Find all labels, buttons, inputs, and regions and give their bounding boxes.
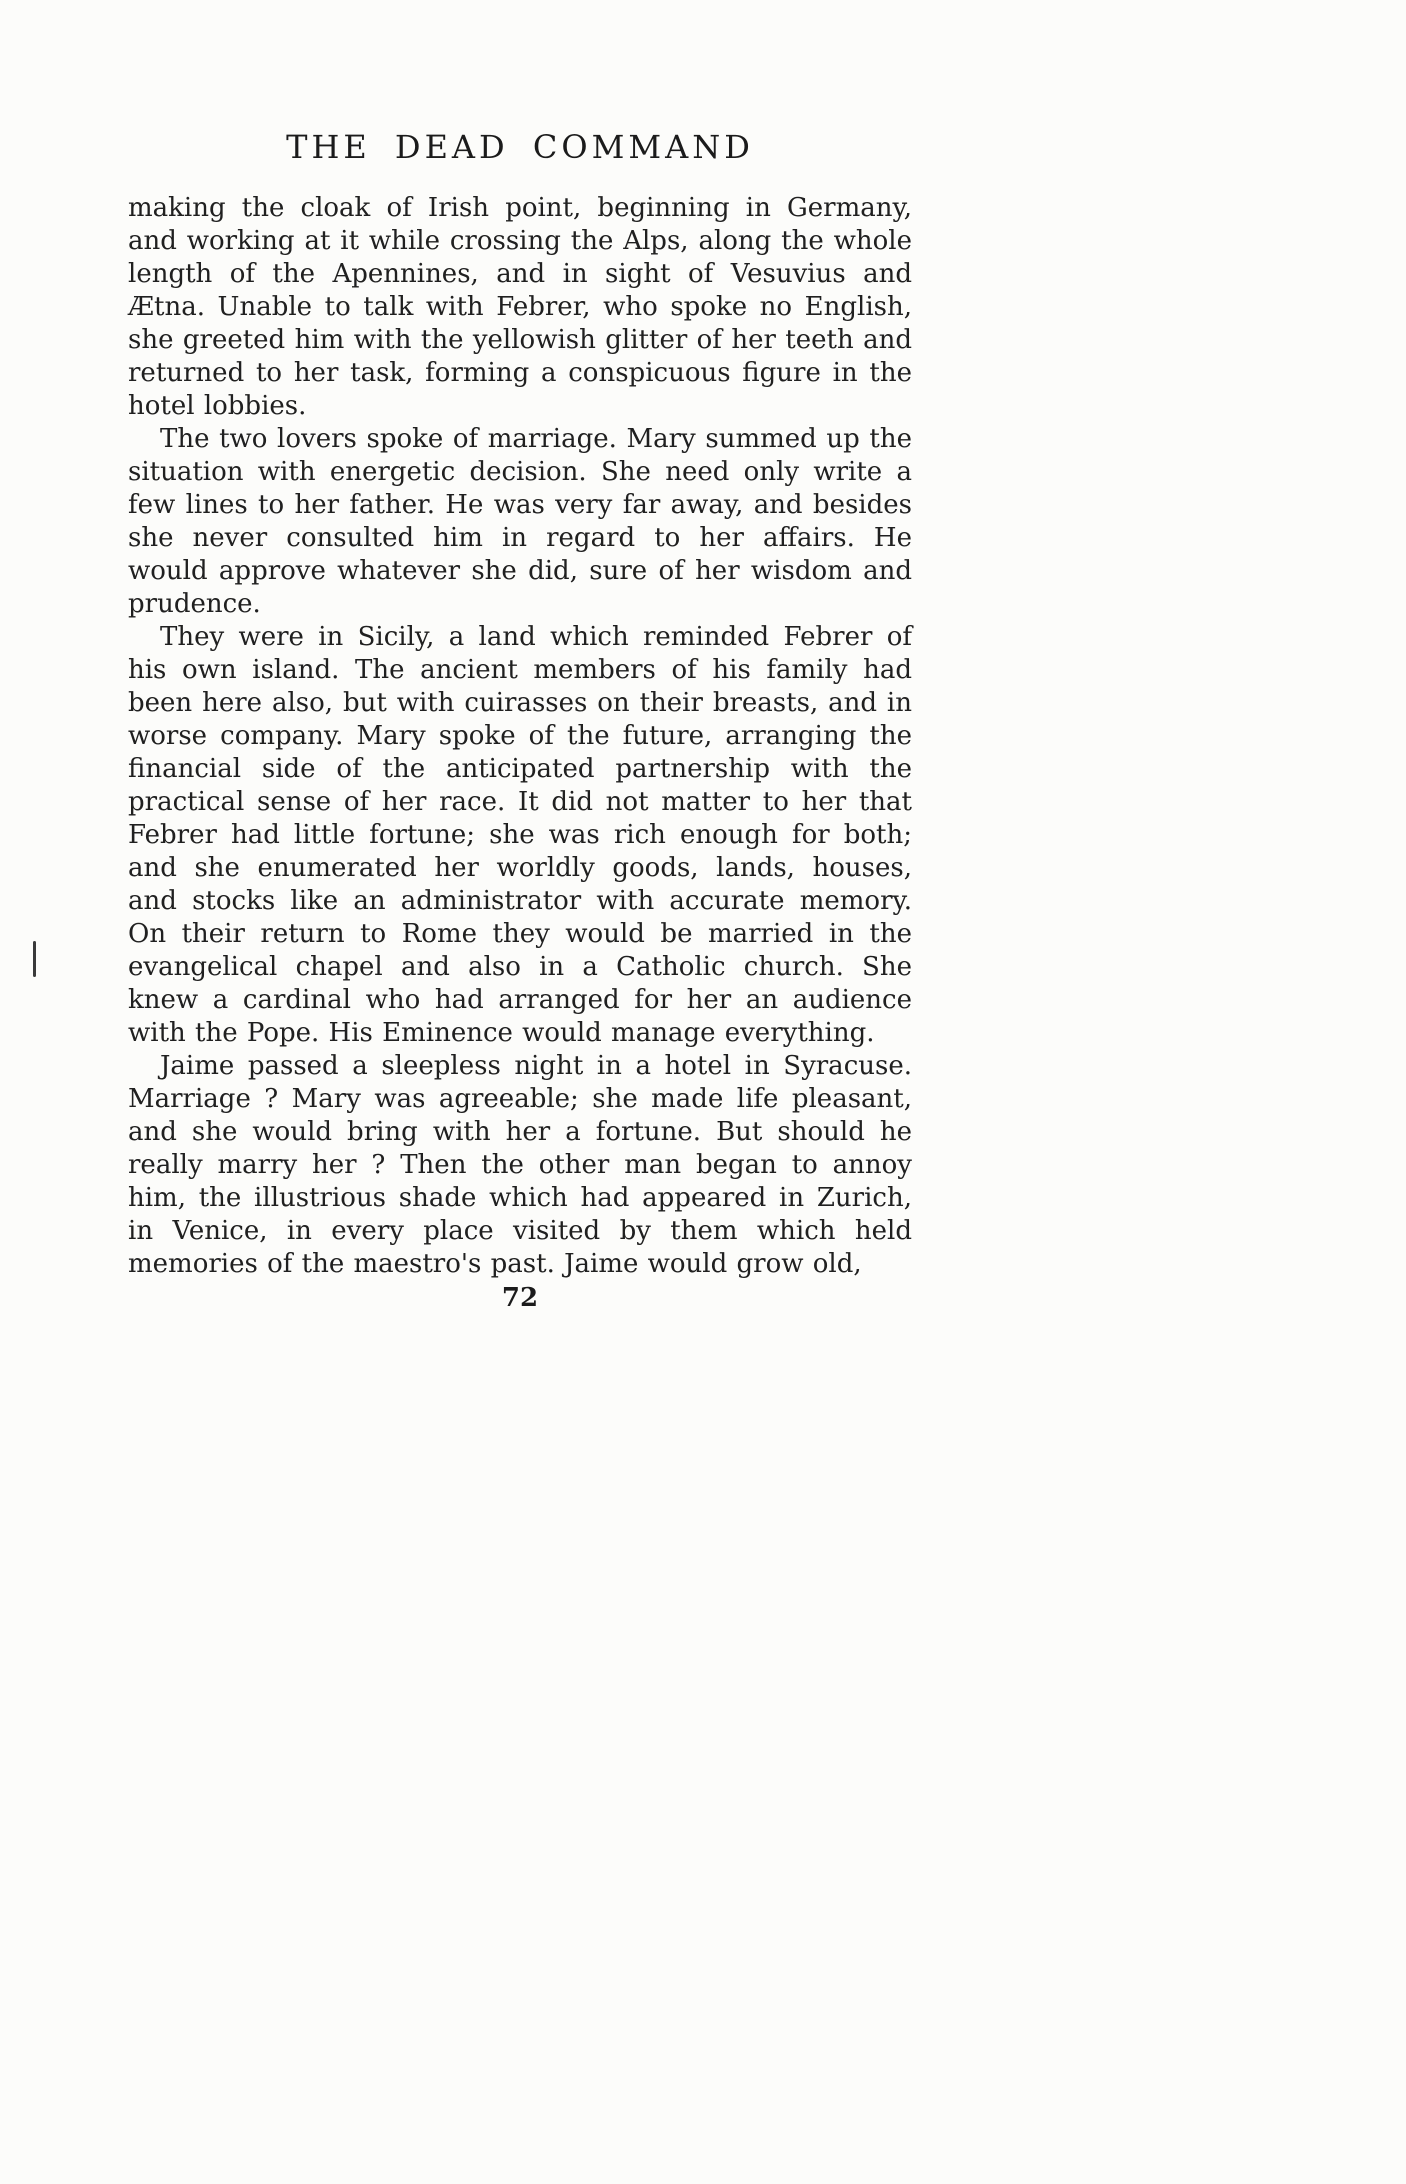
page-number: 72 [501, 1283, 539, 1313]
page-title: THE DEAD COMMAND [286, 128, 754, 166]
paragraph: making the cloak of Irish point, beginning in Germany, and working at it while crossing the Alps, along the whole length of the Apennines, and in sight of Vesuvius and Ætna. Unable to talk with Febrer, who spoke no English, she greeted him with the yellowish glitter of her teeth and returned to her task, forming a conspicuous figure in the hotel lobbies. [128, 193, 912, 421]
paragraph: They were in Sicily, a land which reminded Febrer of his own island. The ancient members of his family had been here also, but with cuirasses on their breasts, and in worse company. Mary spoke of the future, arranging the financial side of the anticipated partnership with the practical sense of her race. It did not matter to her that Febrer had little fortune; she was rich enough for both; and she enumerated her worldly goods, lands, houses, and stocks like an administrator with accurate memory. On their return to Rome they would be married in the evangelical chapel and also in a Catholic church. She knew a cardinal who had arranged for her an audience with the Pope. His Eminence would manage everything. [128, 622, 912, 1048]
scan-artifact-line [33, 941, 36, 977]
text-block [128, 128, 912, 1313]
page-body [128, 192, 912, 1281]
paragraph: The two lovers spoke of marriage. Mary summed up the situation with energetic decision. She need only write a few lines to her father. He was very far away, and besides she never consulted him in regard to her affairs. He would approve whatever she did, sure of her wisdom and prudence. [128, 424, 912, 619]
paragraph: Jaime passed a sleepless night in a hotel in Syracuse. Marriage ? Mary was agreeable; she made life pleasant, and she would bring with her a fortune. But should he really marry her ? Then the other man began to annoy him, the illustrious shade which had appeared in Zurich, in Venice, in every place visited by them which held memories of the maestro's past. Jaime would grow old, [128, 1051, 912, 1279]
